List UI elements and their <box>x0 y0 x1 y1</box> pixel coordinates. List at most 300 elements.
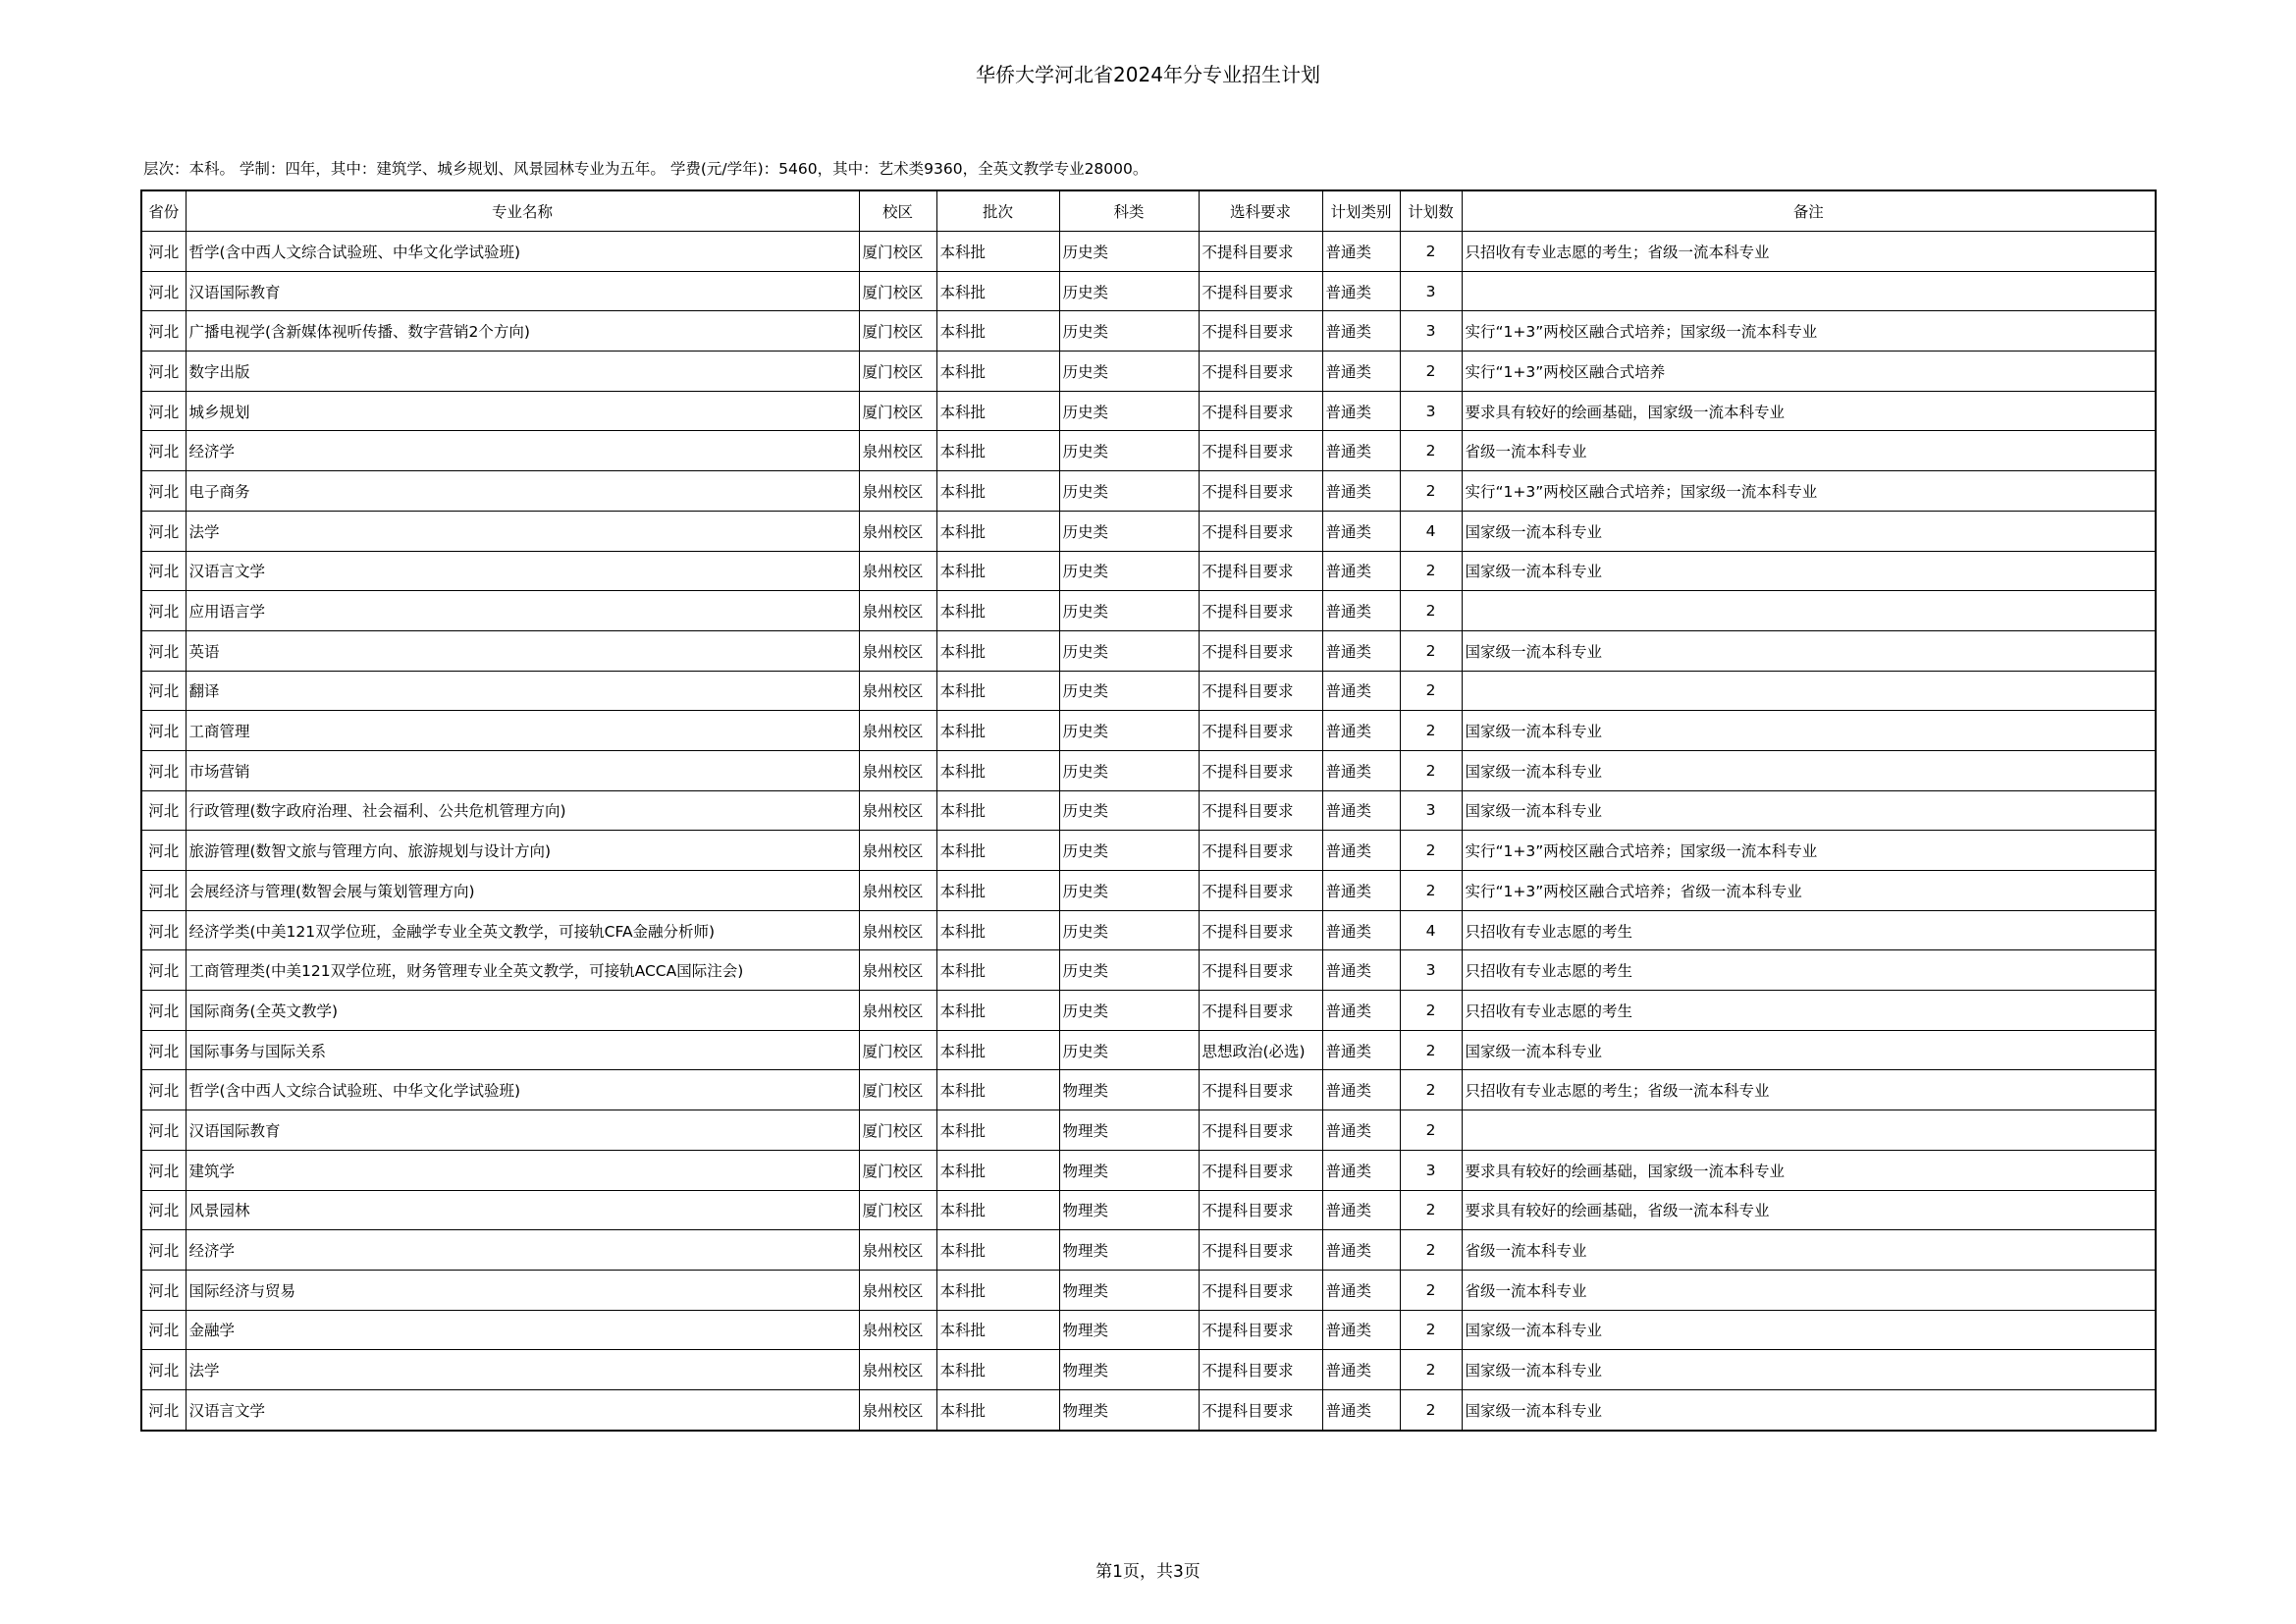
cell-campus: 厦门校区 <box>859 1150 936 1190</box>
cell-province: 河北 <box>141 591 186 631</box>
table-row <box>141 1310 2156 1350</box>
cell-category: 物理类 <box>1059 1270 1199 1310</box>
cell-plan-count: 3 <box>1400 950 1462 991</box>
cell-batch: 本科批 <box>936 910 1059 950</box>
cell-major: 工商管理类(中美121双学位班，财务管理专业全英文教学，可接轨ACCA国际注会) <box>186 950 859 991</box>
cell-plan-count: 2 <box>1400 1389 1462 1430</box>
cell-plan-count: 2 <box>1400 1030 1462 1070</box>
cell-remarks: 国家级一流本科专业 <box>1462 790 2156 831</box>
cell-province: 河北 <box>141 991 186 1031</box>
cell-plan-count: 2 <box>1400 871 1462 911</box>
cell-batch: 本科批 <box>936 311 1059 352</box>
table-row <box>141 871 2156 911</box>
cell-province: 河北 <box>141 1350 186 1390</box>
cell-plan-count: 3 <box>1400 311 1462 352</box>
cell-plan-type: 普通类 <box>1322 671 1400 711</box>
cell-campus: 泉州校区 <box>859 471 936 512</box>
cell-category: 历史类 <box>1059 352 1199 392</box>
cell-plan-type: 普通类 <box>1322 1389 1400 1430</box>
cell-province: 河北 <box>141 1230 186 1271</box>
cell-category: 历史类 <box>1059 311 1199 352</box>
cell-campus: 泉州校区 <box>859 1230 936 1271</box>
cell-batch: 本科批 <box>936 950 1059 991</box>
cell-remarks: 国家级一流本科专业 <box>1462 511 2156 551</box>
cell-category: 历史类 <box>1059 551 1199 591</box>
cell-category: 物理类 <box>1059 1110 1199 1151</box>
cell-category: 物理类 <box>1059 1310 1199 1350</box>
cell-remarks: 国家级一流本科专业 <box>1462 551 2156 591</box>
cell-province: 河北 <box>141 711 186 751</box>
cell-campus: 泉州校区 <box>859 910 936 950</box>
cell-subject-requirement: 不提科目要求 <box>1199 1110 1322 1151</box>
cell-campus: 泉州校区 <box>859 671 936 711</box>
cell-campus: 泉州校区 <box>859 950 936 991</box>
cell-plan-type: 普通类 <box>1322 910 1400 950</box>
cell-category: 历史类 <box>1059 750 1199 790</box>
cell-province: 河北 <box>141 352 186 392</box>
cell-major: 行政管理(数字政府治理、社会福利、公共危机管理方向) <box>186 790 859 831</box>
header-plan-count: 计划数 <box>1400 190 1462 232</box>
cell-plan-type: 普通类 <box>1322 551 1400 591</box>
cell-campus: 泉州校区 <box>859 750 936 790</box>
cell-remarks: 要求具有较好的绘画基础，国家级一流本科专业 <box>1462 391 2156 431</box>
cell-plan-count: 2 <box>1400 1110 1462 1151</box>
cell-batch: 本科批 <box>936 1310 1059 1350</box>
cell-remarks: 国家级一流本科专业 <box>1462 1310 2156 1350</box>
header-campus: 校区 <box>859 190 936 232</box>
cell-plan-count: 4 <box>1400 511 1462 551</box>
table-row <box>141 711 2156 751</box>
cell-batch: 本科批 <box>936 871 1059 911</box>
table-row <box>141 671 2156 711</box>
cell-category: 物理类 <box>1059 1230 1199 1271</box>
cell-campus: 厦门校区 <box>859 311 936 352</box>
cell-plan-type: 普通类 <box>1322 1310 1400 1350</box>
cell-batch: 本科批 <box>936 1230 1059 1271</box>
page-title: 华侨大学河北省2024年分专业招生计划 <box>976 63 1320 86</box>
cell-province: 河北 <box>141 1389 186 1430</box>
cell-remarks: 省级一流本科专业 <box>1462 1230 2156 1271</box>
cell-category: 物理类 <box>1059 1389 1199 1430</box>
cell-plan-count: 2 <box>1400 991 1462 1031</box>
table-row <box>141 1190 2156 1230</box>
cell-subject-requirement: 不提科目要求 <box>1199 1150 1322 1190</box>
cell-major: 国际事务与国际关系 <box>186 1030 859 1070</box>
cell-batch: 本科批 <box>936 1190 1059 1230</box>
cell-subject-requirement: 不提科目要求 <box>1199 991 1322 1031</box>
cell-category: 历史类 <box>1059 871 1199 911</box>
cell-batch: 本科批 <box>936 1070 1059 1110</box>
cell-plan-count: 2 <box>1400 711 1462 751</box>
table-row <box>141 1389 2156 1430</box>
cell-plan-type: 普通类 <box>1322 831 1400 871</box>
cell-plan-count: 2 <box>1400 1350 1462 1390</box>
cell-major: 经济学 <box>186 431 859 471</box>
cell-plan-type: 普通类 <box>1322 1030 1400 1070</box>
header-subject-requirement: 选科要求 <box>1199 190 1322 232</box>
cell-remarks: 只招收有专业志愿的考生 <box>1462 910 2156 950</box>
cell-category: 历史类 <box>1059 271 1199 311</box>
cell-major: 经济学 <box>186 1230 859 1271</box>
cell-major: 建筑学 <box>186 1150 859 1190</box>
cell-remarks: 实行“1+3”两校区融合式培养；国家级一流本科专业 <box>1462 831 2156 871</box>
cell-category: 历史类 <box>1059 431 1199 471</box>
cell-category: 历史类 <box>1059 831 1199 871</box>
cell-campus: 厦门校区 <box>859 1070 936 1110</box>
cell-subject-requirement: 不提科目要求 <box>1199 831 1322 871</box>
cell-remarks: 国家级一流本科专业 <box>1462 1389 2156 1430</box>
cell-major: 金融学 <box>186 1310 859 1350</box>
cell-batch: 本科批 <box>936 511 1059 551</box>
table-row <box>141 511 2156 551</box>
cell-remarks: 省级一流本科专业 <box>1462 431 2156 471</box>
cell-campus: 泉州校区 <box>859 630 936 671</box>
cell-province: 河北 <box>141 750 186 790</box>
program-info-line: 层次：本科。 学制：四年，其中：建筑学、城乡规划、风景园林专业为五年。 学费(元/学年)：5460，其中：艺术类9360，全英文教学专业28000。 <box>143 160 1148 178</box>
cell-major: 国际经济与贸易 <box>186 1270 859 1310</box>
cell-campus: 泉州校区 <box>859 871 936 911</box>
cell-plan-type: 普通类 <box>1322 991 1400 1031</box>
cell-batch: 本科批 <box>936 671 1059 711</box>
cell-category: 历史类 <box>1059 471 1199 512</box>
cell-plan-type: 普通类 <box>1322 1070 1400 1110</box>
cell-category: 历史类 <box>1059 711 1199 751</box>
header-plan-type: 计划类别 <box>1322 190 1400 232</box>
cell-plan-type: 普通类 <box>1322 630 1400 671</box>
cell-campus: 厦门校区 <box>859 1110 936 1151</box>
cell-plan-type: 普通类 <box>1322 1150 1400 1190</box>
cell-plan-count: 2 <box>1400 431 1462 471</box>
cell-plan-count: 2 <box>1400 750 1462 790</box>
cell-campus: 泉州校区 <box>859 551 936 591</box>
cell-batch: 本科批 <box>936 630 1059 671</box>
cell-remarks: 国家级一流本科专业 <box>1462 1350 2156 1390</box>
cell-province: 河北 <box>141 1030 186 1070</box>
cell-batch: 本科批 <box>936 391 1059 431</box>
cell-campus: 泉州校区 <box>859 511 936 551</box>
cell-category: 物理类 <box>1059 1350 1199 1390</box>
table-row <box>141 790 2156 831</box>
cell-batch: 本科批 <box>936 1110 1059 1151</box>
cell-subject-requirement: 不提科目要求 <box>1199 711 1322 751</box>
table-row <box>141 750 2156 790</box>
cell-category: 物理类 <box>1059 1150 1199 1190</box>
header-remarks: 备注 <box>1462 190 2156 232</box>
cell-province: 河北 <box>141 1190 186 1230</box>
cell-campus: 泉州校区 <box>859 711 936 751</box>
cell-subject-requirement: 不提科目要求 <box>1199 750 1322 790</box>
cell-plan-type: 普通类 <box>1322 391 1400 431</box>
cell-major: 英语 <box>186 630 859 671</box>
cell-campus: 泉州校区 <box>859 1270 936 1310</box>
cell-batch: 本科批 <box>936 1150 1059 1190</box>
cell-subject-requirement: 不提科目要求 <box>1199 1350 1322 1390</box>
cell-plan-type: 普通类 <box>1322 311 1400 352</box>
cell-plan-count: 2 <box>1400 1190 1462 1230</box>
cell-plan-type: 普通类 <box>1322 591 1400 631</box>
cell-major: 应用语言学 <box>186 591 859 631</box>
cell-subject-requirement: 不提科目要求 <box>1199 1230 1322 1271</box>
cell-plan-type: 普通类 <box>1322 1230 1400 1271</box>
cell-remarks: 只招收有专业志愿的考生；省级一流本科专业 <box>1462 1070 2156 1110</box>
cell-province: 河北 <box>141 831 186 871</box>
enrollment-plan-table <box>140 189 2157 1432</box>
cell-subject-requirement: 不提科目要求 <box>1199 591 1322 631</box>
cell-province: 河北 <box>141 511 186 551</box>
cell-plan-count: 2 <box>1400 671 1462 711</box>
cell-category: 历史类 <box>1059 910 1199 950</box>
table-row <box>141 271 2156 311</box>
cell-subject-requirement: 不提科目要求 <box>1199 391 1322 431</box>
cell-subject-requirement: 不提科目要求 <box>1199 950 1322 991</box>
cell-subject-requirement: 不提科目要求 <box>1199 910 1322 950</box>
cell-major: 旅游管理(数智文旅与管理方向、旅游规划与设计方向) <box>186 831 859 871</box>
cell-subject-requirement: 不提科目要求 <box>1199 511 1322 551</box>
cell-plan-count: 2 <box>1400 471 1462 512</box>
cell-plan-count: 2 <box>1400 1270 1462 1310</box>
table-row <box>141 431 2156 471</box>
cell-campus: 厦门校区 <box>859 352 936 392</box>
cell-campus: 厦门校区 <box>859 1030 936 1070</box>
cell-batch: 本科批 <box>936 271 1059 311</box>
cell-major: 经济学类(中美121双学位班，金融学专业全英文教学，可接轨CFA金融分析师) <box>186 910 859 950</box>
cell-province: 河北 <box>141 232 186 272</box>
table-row <box>141 352 2156 392</box>
cell-remarks: 只招收有专业志愿的考生 <box>1462 991 2156 1031</box>
table-row <box>141 471 2156 512</box>
cell-plan-type: 普通类 <box>1322 232 1400 272</box>
cell-remarks: 只招收有专业志愿的考生；省级一流本科专业 <box>1462 232 2156 272</box>
cell-batch: 本科批 <box>936 551 1059 591</box>
cell-batch: 本科批 <box>936 471 1059 512</box>
cell-province: 河北 <box>141 471 186 512</box>
cell-subject-requirement: 不提科目要求 <box>1199 1310 1322 1350</box>
cell-major: 汉语言文学 <box>186 1389 859 1430</box>
cell-campus: 泉州校区 <box>859 1350 936 1390</box>
cell-campus: 泉州校区 <box>859 591 936 631</box>
cell-batch: 本科批 <box>936 711 1059 751</box>
cell-major: 汉语国际教育 <box>186 271 859 311</box>
cell-batch: 本科批 <box>936 1350 1059 1390</box>
table-row <box>141 1350 2156 1390</box>
cell-subject-requirement: 不提科目要求 <box>1199 551 1322 591</box>
cell-category: 历史类 <box>1059 630 1199 671</box>
cell-subject-requirement: 不提科目要求 <box>1199 352 1322 392</box>
cell-major: 法学 <box>186 1350 859 1390</box>
cell-major: 城乡规划 <box>186 391 859 431</box>
cell-plan-type: 普通类 <box>1322 950 1400 991</box>
cell-major: 工商管理 <box>186 711 859 751</box>
cell-remarks: 只招收有专业志愿的考生 <box>1462 950 2156 991</box>
cell-province: 河北 <box>141 871 186 911</box>
cell-batch: 本科批 <box>936 1270 1059 1310</box>
cell-subject-requirement: 不提科目要求 <box>1199 271 1322 311</box>
cell-plan-count: 2 <box>1400 551 1462 591</box>
cell-remarks: 实行“1+3”两校区融合式培养 <box>1462 352 2156 392</box>
header-batch: 批次 <box>936 190 1059 232</box>
table-row <box>141 311 2156 352</box>
cell-major: 汉语言文学 <box>186 551 859 591</box>
cell-batch: 本科批 <box>936 232 1059 272</box>
cell-subject-requirement: 不提科目要求 <box>1199 1070 1322 1110</box>
cell-subject-requirement: 不提科目要求 <box>1199 1190 1322 1230</box>
cell-major: 汉语国际教育 <box>186 1110 859 1151</box>
cell-campus: 厦门校区 <box>859 1190 936 1230</box>
cell-remarks: 实行“1+3”两校区融合式培养；国家级一流本科专业 <box>1462 311 2156 352</box>
cell-province: 河北 <box>141 271 186 311</box>
cell-province: 河北 <box>141 551 186 591</box>
cell-major: 会展经济与管理(数智会展与策划管理方向) <box>186 871 859 911</box>
cell-plan-type: 普通类 <box>1322 511 1400 551</box>
cell-province: 河北 <box>141 790 186 831</box>
cell-remarks <box>1462 271 2156 311</box>
cell-category: 历史类 <box>1059 232 1199 272</box>
cell-subject-requirement: 不提科目要求 <box>1199 1389 1322 1430</box>
cell-province: 河北 <box>141 1150 186 1190</box>
cell-campus: 泉州校区 <box>859 431 936 471</box>
cell-subject-requirement: 不提科目要求 <box>1199 471 1322 512</box>
table-row <box>141 1070 2156 1110</box>
table-row <box>141 1230 2156 1271</box>
cell-category: 历史类 <box>1059 591 1199 631</box>
cell-plan-count: 2 <box>1400 591 1462 631</box>
cell-major: 电子商务 <box>186 471 859 512</box>
cell-batch: 本科批 <box>936 431 1059 471</box>
table-row <box>141 910 2156 950</box>
cell-category: 历史类 <box>1059 391 1199 431</box>
table-row <box>141 591 2156 631</box>
table-body <box>141 232 2156 1431</box>
cell-major: 广播电视学(含新媒体视听传播、数字营销2个方向) <box>186 311 859 352</box>
cell-plan-type: 普通类 <box>1322 471 1400 512</box>
cell-plan-type: 普通类 <box>1322 1110 1400 1151</box>
cell-category: 历史类 <box>1059 790 1199 831</box>
cell-remarks: 国家级一流本科专业 <box>1462 750 2156 790</box>
cell-remarks: 实行“1+3”两校区融合式培养；国家级一流本科专业 <box>1462 471 2156 512</box>
table-row <box>141 1030 2156 1070</box>
table-header-row <box>141 190 2156 232</box>
cell-plan-type: 普通类 <box>1322 711 1400 751</box>
cell-plan-type: 普通类 <box>1322 1270 1400 1310</box>
cell-remarks: 国家级一流本科专业 <box>1462 630 2156 671</box>
cell-plan-count: 2 <box>1400 232 1462 272</box>
cell-major: 法学 <box>186 511 859 551</box>
cell-campus: 厦门校区 <box>859 391 936 431</box>
cell-subject-requirement: 不提科目要求 <box>1199 790 1322 831</box>
cell-remarks: 要求具有较好的绘画基础，省级一流本科专业 <box>1462 1190 2156 1230</box>
table-row <box>141 391 2156 431</box>
cell-remarks <box>1462 591 2156 631</box>
cell-major: 哲学(含中西人文综合试验班、中华文化学试验班) <box>186 1070 859 1110</box>
cell-plan-count: 2 <box>1400 1310 1462 1350</box>
cell-plan-count: 3 <box>1400 1150 1462 1190</box>
cell-subject-requirement: 不提科目要求 <box>1199 1270 1322 1310</box>
cell-plan-count: 3 <box>1400 391 1462 431</box>
cell-plan-count: 3 <box>1400 790 1462 831</box>
cell-province: 河北 <box>141 391 186 431</box>
cell-remarks: 省级一流本科专业 <box>1462 1270 2156 1310</box>
cell-batch: 本科批 <box>936 591 1059 631</box>
cell-plan-type: 普通类 <box>1322 790 1400 831</box>
cell-subject-requirement: 不提科目要求 <box>1199 871 1322 911</box>
cell-province: 河北 <box>141 630 186 671</box>
cell-batch: 本科批 <box>936 1030 1059 1070</box>
cell-province: 河北 <box>141 1270 186 1310</box>
header-major: 专业名称 <box>186 190 859 232</box>
cell-campus: 泉州校区 <box>859 790 936 831</box>
cell-remarks: 实行“1+3”两校区融合式培养；省级一流本科专业 <box>1462 871 2156 911</box>
cell-plan-type: 普通类 <box>1322 352 1400 392</box>
cell-subject-requirement: 不提科目要求 <box>1199 311 1322 352</box>
cell-subject-requirement: 不提科目要求 <box>1199 232 1322 272</box>
cell-remarks: 要求具有较好的绘画基础，国家级一流本科专业 <box>1462 1150 2156 1190</box>
cell-province: 河北 <box>141 910 186 950</box>
cell-batch: 本科批 <box>936 991 1059 1031</box>
cell-plan-type: 普通类 <box>1322 1350 1400 1390</box>
cell-major: 数字出版 <box>186 352 859 392</box>
cell-plan-count: 2 <box>1400 831 1462 871</box>
cell-subject-requirement: 思想政治(必选) <box>1199 1030 1322 1070</box>
cell-batch: 本科批 <box>936 352 1059 392</box>
cell-plan-type: 普通类 <box>1322 1190 1400 1230</box>
cell-campus: 泉州校区 <box>859 1389 936 1430</box>
cell-batch: 本科批 <box>936 831 1059 871</box>
cell-plan-type: 普通类 <box>1322 871 1400 911</box>
cell-remarks <box>1462 671 2156 711</box>
cell-province: 河北 <box>141 1110 186 1151</box>
cell-province: 河北 <box>141 1310 186 1350</box>
cell-campus: 泉州校区 <box>859 831 936 871</box>
cell-category: 历史类 <box>1059 950 1199 991</box>
cell-remarks: 国家级一流本科专业 <box>1462 711 2156 751</box>
table-row <box>141 551 2156 591</box>
cell-campus: 泉州校区 <box>859 991 936 1031</box>
cell-campus: 厦门校区 <box>859 232 936 272</box>
cell-category: 物理类 <box>1059 1190 1199 1230</box>
table-row <box>141 232 2156 272</box>
cell-plan-count: 2 <box>1400 630 1462 671</box>
cell-plan-type: 普通类 <box>1322 750 1400 790</box>
cell-category: 历史类 <box>1059 1030 1199 1070</box>
table-row <box>141 630 2156 671</box>
table-row <box>141 1150 2156 1190</box>
cell-remarks: 国家级一流本科专业 <box>1462 1030 2156 1070</box>
cell-batch: 本科批 <box>936 790 1059 831</box>
cell-major: 翻译 <box>186 671 859 711</box>
cell-category: 物理类 <box>1059 1070 1199 1110</box>
cell-campus: 泉州校区 <box>859 1310 936 1350</box>
cell-subject-requirement: 不提科目要求 <box>1199 630 1322 671</box>
cell-plan-count: 2 <box>1400 352 1462 392</box>
cell-subject-requirement: 不提科目要求 <box>1199 431 1322 471</box>
cell-subject-requirement: 不提科目要求 <box>1199 671 1322 711</box>
cell-category: 历史类 <box>1059 671 1199 711</box>
cell-major: 市场营销 <box>186 750 859 790</box>
cell-campus: 厦门校区 <box>859 271 936 311</box>
table-row <box>141 991 2156 1031</box>
cell-plan-count: 2 <box>1400 1070 1462 1110</box>
cell-province: 河北 <box>141 671 186 711</box>
cell-major: 国际商务(全英文教学) <box>186 991 859 1031</box>
cell-plan-type: 普通类 <box>1322 431 1400 471</box>
cell-province: 河北 <box>141 311 186 352</box>
page-number: 第1页，共3页 <box>1095 1562 1201 1582</box>
table-row <box>141 1270 2156 1310</box>
cell-batch: 本科批 <box>936 750 1059 790</box>
cell-major: 风景园林 <box>186 1190 859 1230</box>
cell-plan-count: 4 <box>1400 910 1462 950</box>
cell-province: 河北 <box>141 1070 186 1110</box>
